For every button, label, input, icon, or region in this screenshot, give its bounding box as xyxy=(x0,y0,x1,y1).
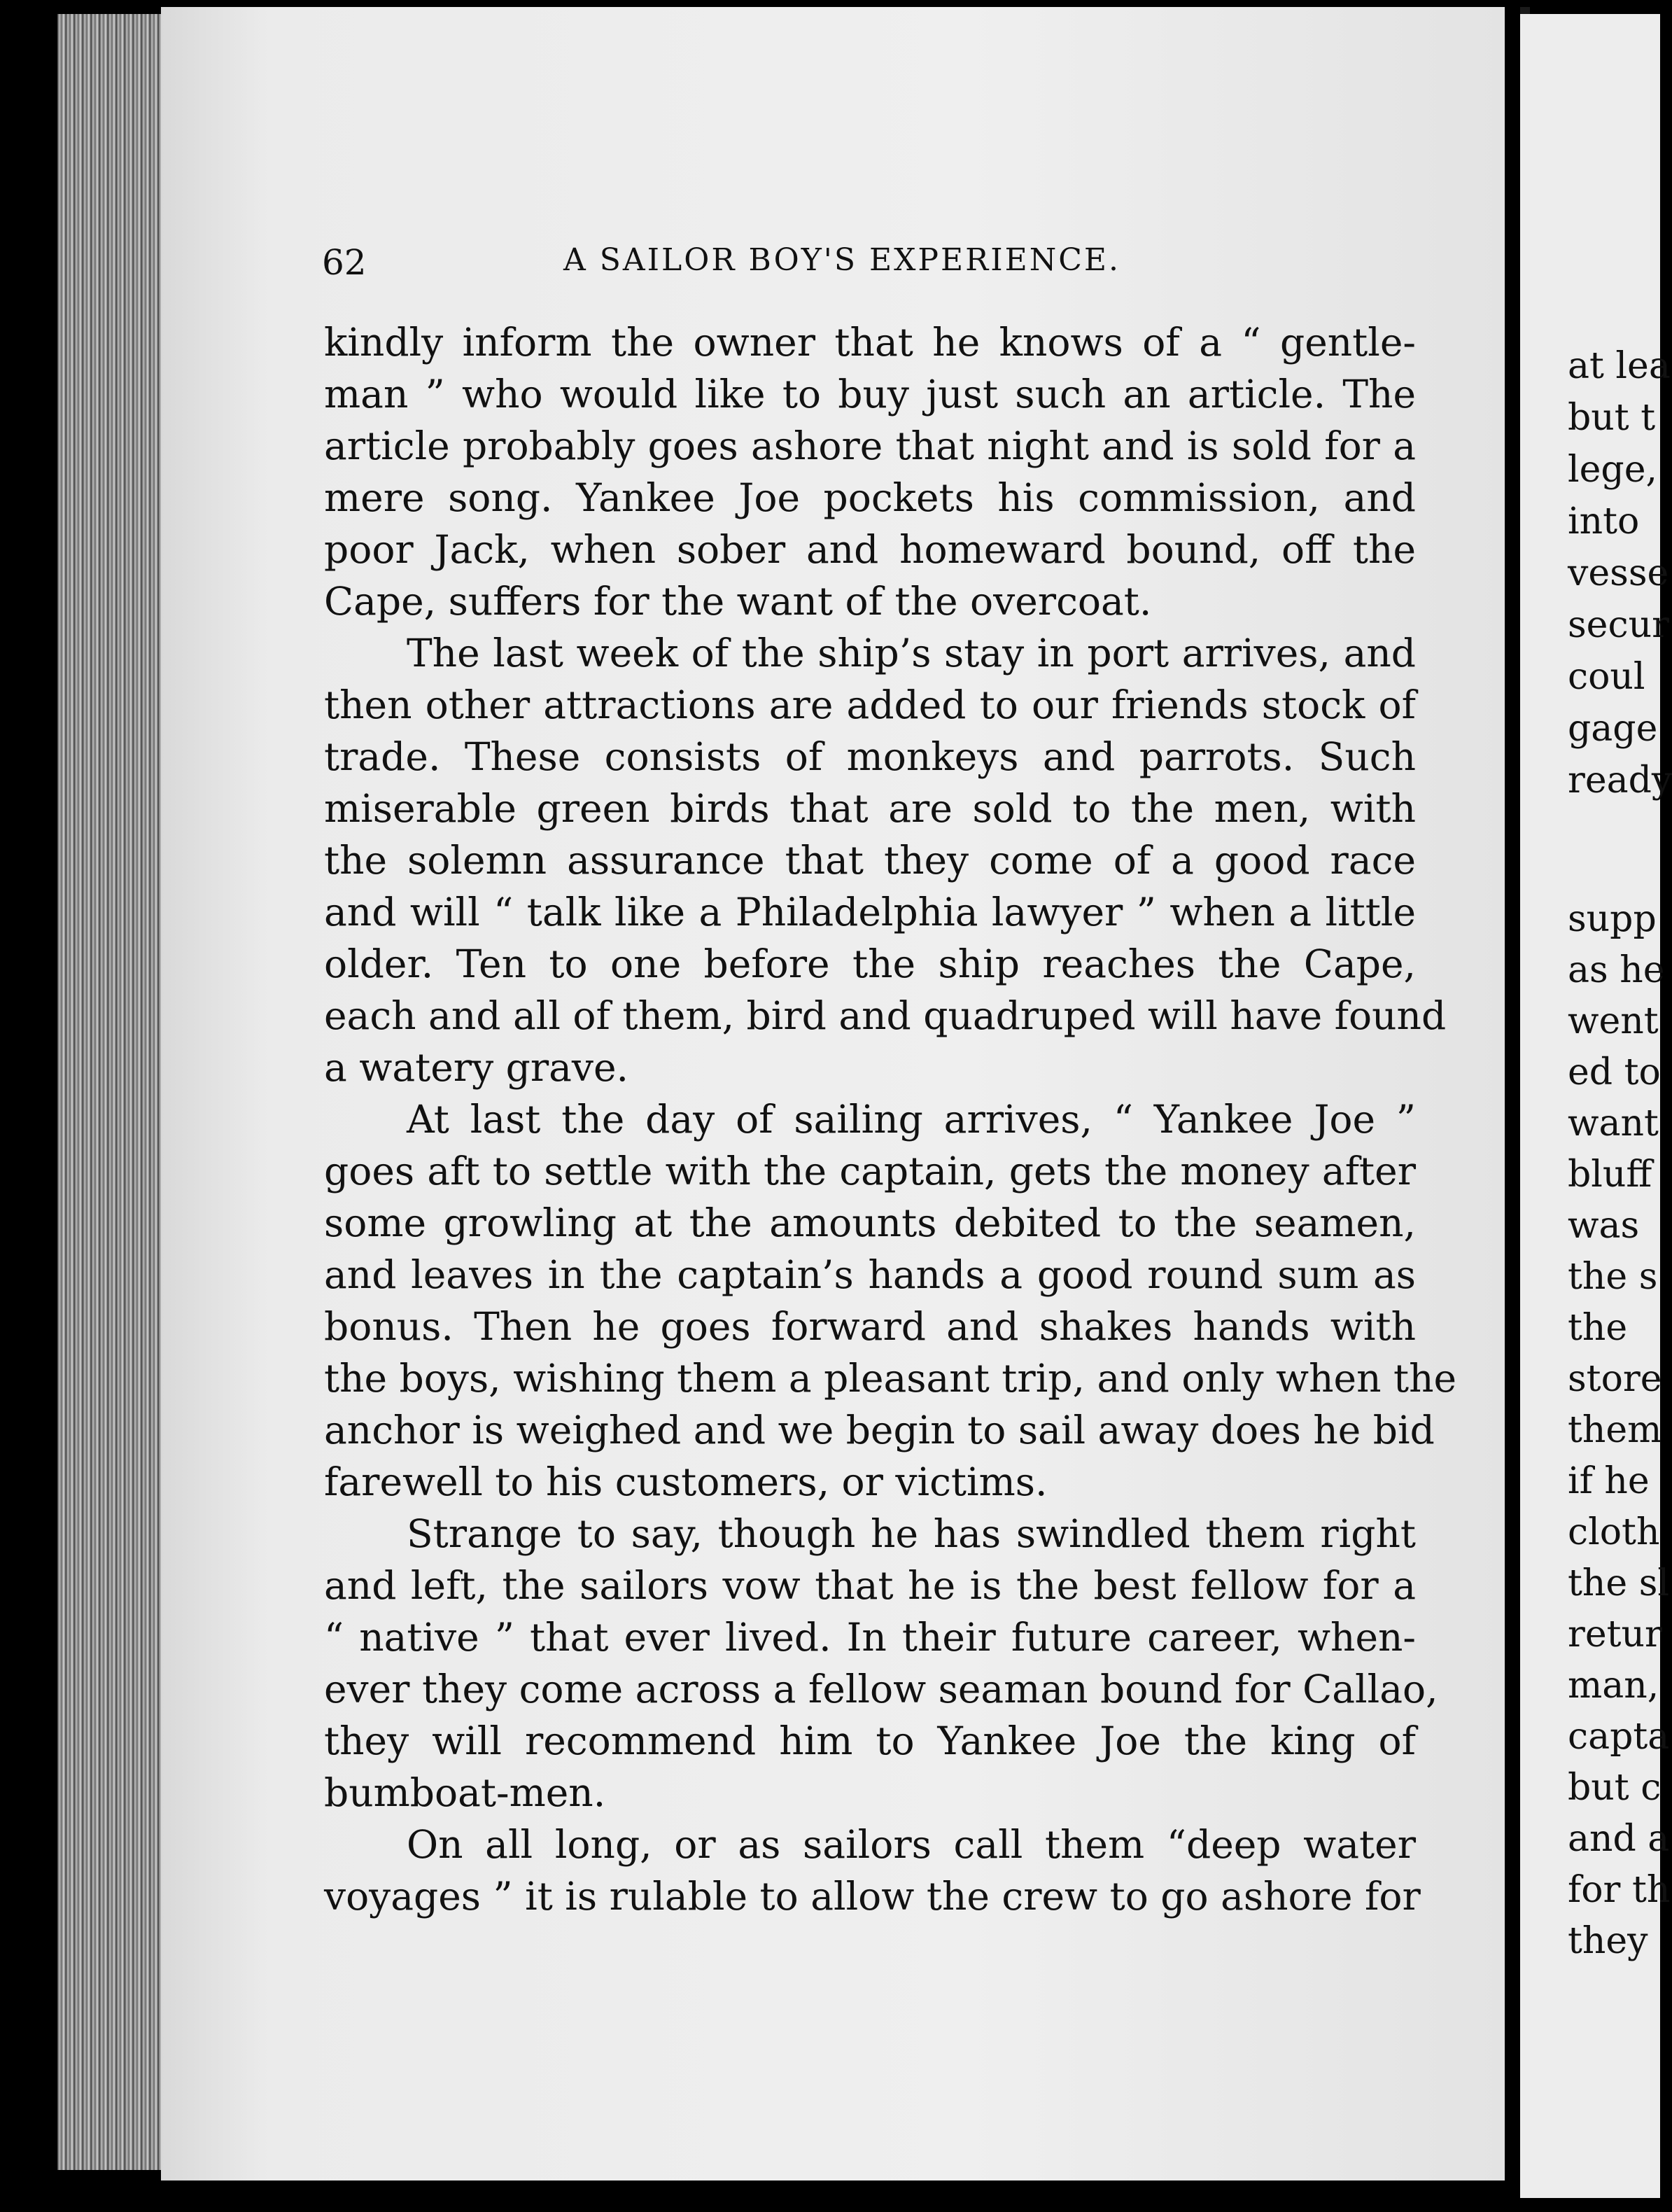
text-line: kindly inform the owner that he knows of a “ gentle- xyxy=(324,320,1416,365)
text-line: ever they come across a fellow seaman bound for Callao, xyxy=(324,1667,1438,1712)
text-line: into xyxy=(1568,500,1640,542)
text-line: lege, xyxy=(1568,449,1657,491)
text-line: went xyxy=(1568,1000,1659,1042)
text-line: some growling at the amounts debited to the seamen, xyxy=(324,1200,1416,1245)
text-line: bluff xyxy=(1568,1154,1652,1196)
text-line: trade. These consists of monkeys and parrots. Such xyxy=(324,734,1416,779)
right-page-text xyxy=(1568,340,1672,1966)
text-line: ed to xyxy=(1568,1051,1661,1093)
text-line: they will recommend him to Yankee Joe the king of xyxy=(324,1718,1416,1763)
text-line: and will “ talk like a Philadelphia lawyer ” when a little xyxy=(324,890,1416,934)
page-number: 62 xyxy=(322,242,367,283)
text-line: On all long, or as sailors call them “deep water xyxy=(407,1822,1416,1867)
text-line: capta xyxy=(1568,1716,1670,1758)
text-line: At last the day of sailing arrives, “ Yankee Joe ” xyxy=(407,1097,1416,1142)
text-line: but t xyxy=(1568,397,1656,439)
text-line: coul xyxy=(1568,656,1645,698)
text-line: each and all of them, bird and quadruped will have found xyxy=(324,993,1447,1038)
text-line: the xyxy=(1568,1307,1628,1349)
text-line: mere song. Yankee Joe pockets his commission, and xyxy=(324,475,1416,520)
text-line: and left, the sailors vow that he is the best fellow for a xyxy=(324,1563,1416,1608)
text-line: for th xyxy=(1568,1869,1671,1911)
text-line: them xyxy=(1568,1409,1662,1451)
text-line: but c xyxy=(1568,1767,1662,1809)
text-line: ready xyxy=(1568,760,1672,802)
text-line: Strange to say, though he has swindled them right xyxy=(407,1511,1416,1556)
text-line: goes aft to settle with the captain, gets the money after xyxy=(324,1149,1416,1194)
text-line: if he xyxy=(1568,1460,1650,1502)
text-line: “ native ” that ever lived. In their future career, when- xyxy=(324,1615,1416,1660)
text-line: was xyxy=(1568,1205,1640,1247)
text-line: poor Jack, when sober and homeward bound, off the xyxy=(324,527,1416,572)
text-line: man, xyxy=(1568,1665,1659,1707)
text-line: farewell to his customers, or victims. xyxy=(324,1460,1048,1504)
text-line: store xyxy=(1568,1358,1662,1400)
left-page-text xyxy=(324,316,1457,1922)
text-line: a watery grave. xyxy=(324,1045,629,1090)
running-head xyxy=(322,242,1414,284)
text-line: supp xyxy=(1568,898,1657,940)
text-line: cloth xyxy=(1568,1511,1660,1553)
text-line: secur xyxy=(1568,604,1669,646)
paragraph-gap xyxy=(1568,806,1660,893)
text-line: want xyxy=(1568,1102,1659,1144)
text-line: bumboat-men. xyxy=(324,1770,606,1815)
text-line: miserable green birds that are sold to the men, with xyxy=(324,786,1416,831)
text-line: the s xyxy=(1568,1256,1658,1298)
text-line: bonus. Then he goes forward and shakes hands with xyxy=(324,1304,1416,1349)
text-line: older. Ten to one before the ship reaches the Cape, xyxy=(324,941,1416,986)
page-edge-stack xyxy=(57,14,176,2170)
text-line: The last week of the ship’s stay in port arrives, and xyxy=(407,631,1416,676)
text-line: then other attractions are added to our friends stock of xyxy=(324,682,1416,727)
text-line: man ” who would like to buy just such an article. The xyxy=(324,372,1416,416)
text-line: the boys, wishing them a pleasant trip, and only when the xyxy=(324,1356,1457,1401)
text-line: they xyxy=(1568,1920,1648,1962)
text-line: gage xyxy=(1568,708,1658,750)
book-gutter xyxy=(1505,0,1520,2212)
text-line: Cape, suffers for the want of the overcoat. xyxy=(324,579,1152,624)
running-head-title: A SAILOR BOY'S EXPERIENCE. xyxy=(563,242,1121,278)
text-line: article probably goes ashore that night and is sold for a xyxy=(324,424,1416,468)
text-line: and leaves in the captain’s hands a good round sum as xyxy=(324,1252,1416,1297)
text-line: voyages ” it is rulable to allow the crew to go ashore for xyxy=(324,1874,1421,1919)
text-line: the sl xyxy=(1568,1562,1670,1604)
text-line: the solemn assurance that they come of a good race xyxy=(324,838,1416,883)
text-line: vesse xyxy=(1568,552,1669,594)
text-line: retur xyxy=(1568,1614,1662,1656)
text-line: anchor is weighed and we begin to sail away does he bid xyxy=(324,1408,1435,1452)
text-line: at lea xyxy=(1568,345,1671,387)
text-line: and a xyxy=(1568,1818,1670,1860)
text-line: as he xyxy=(1568,949,1665,991)
